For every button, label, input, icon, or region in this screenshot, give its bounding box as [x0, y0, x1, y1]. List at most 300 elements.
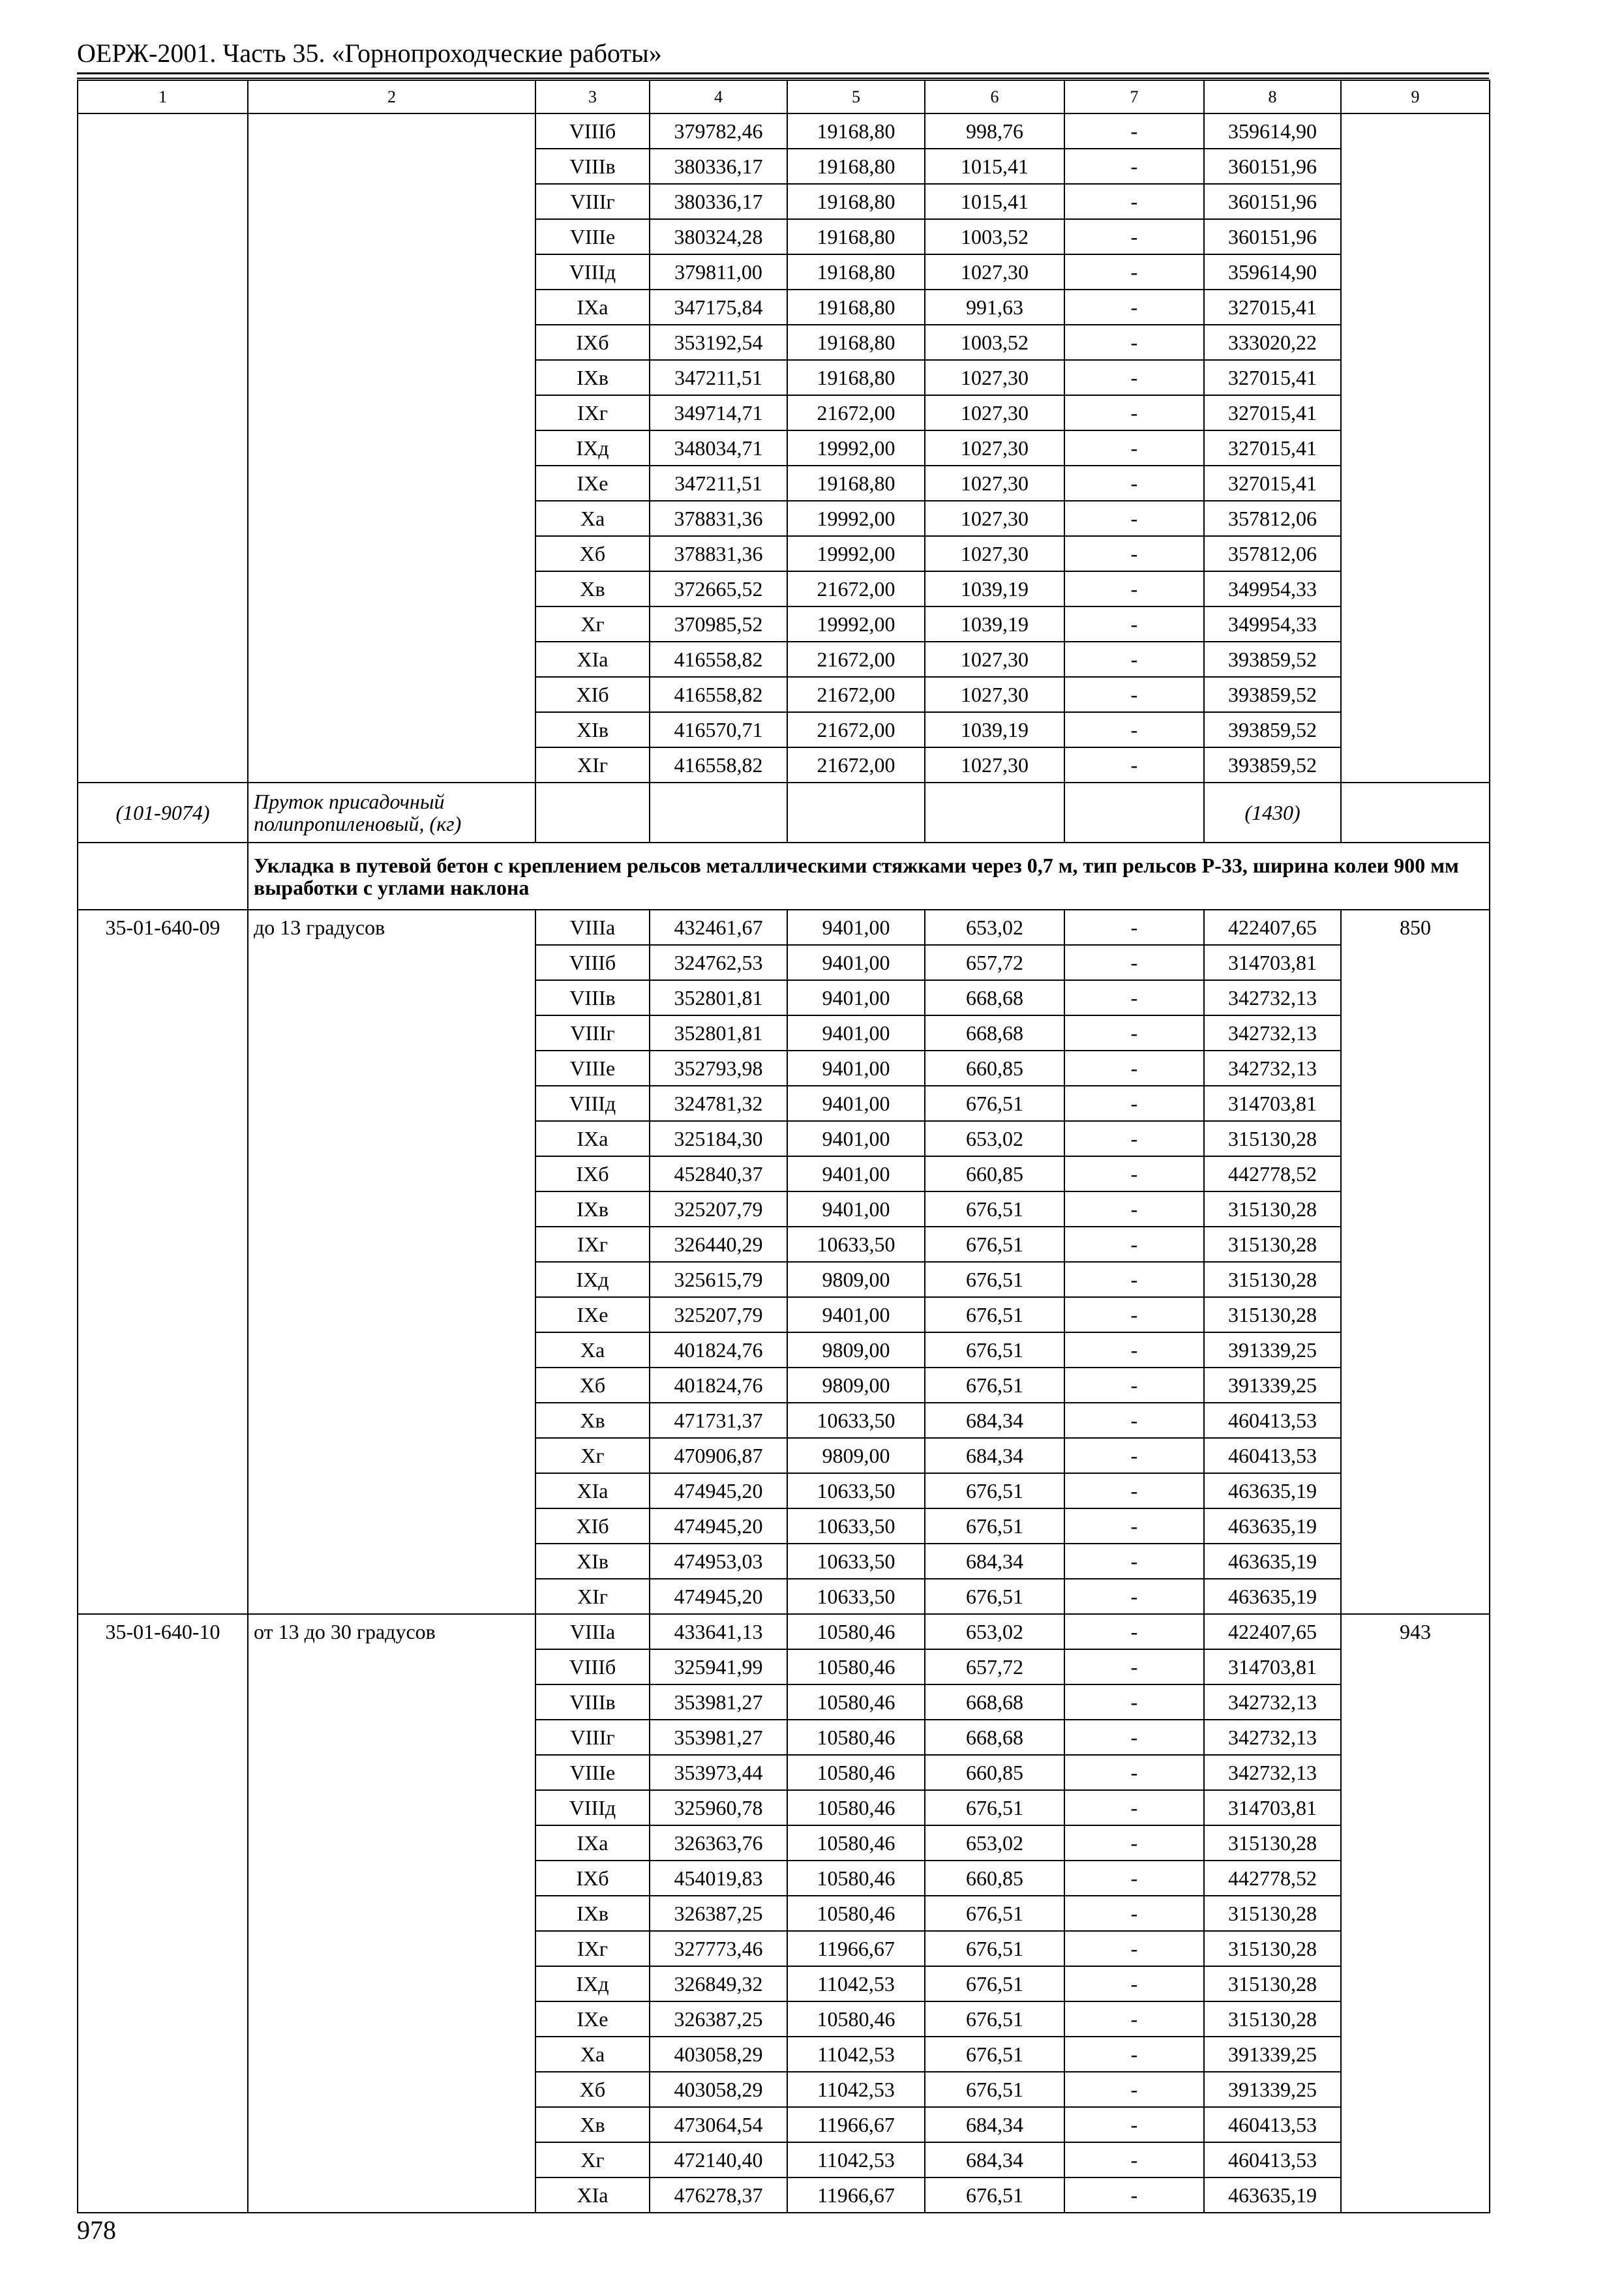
total-cost-cell: 416558,82	[650, 747, 787, 783]
machines-cell: 1027,30	[925, 360, 1064, 395]
total-cost-cell: 380336,17	[650, 149, 787, 184]
machines-cell: 653,02	[925, 1121, 1064, 1156]
materials-cell: 463635,19	[1204, 1508, 1341, 1544]
wages-cell: 10633,50	[787, 1544, 925, 1579]
drivers-wages-cell: -	[1064, 1051, 1204, 1086]
wages-cell: 10580,46	[787, 1896, 925, 1931]
wages-cell: 10633,50	[787, 1403, 925, 1438]
materials-cell: 349954,33	[1204, 571, 1341, 606]
drivers-wages-cell: -	[1064, 395, 1204, 430]
wages-cell: 10580,46	[787, 2001, 925, 2037]
materials-cell: 315130,28	[1204, 1262, 1341, 1297]
materials-cell: 359614,90	[1204, 113, 1341, 149]
total-cost-cell: 353192,54	[650, 325, 787, 360]
total-cost-cell: 326363,76	[650, 1825, 787, 1861]
table-row	[78, 1614, 1490, 1649]
total-cost-cell: 378831,36	[650, 501, 787, 536]
total-cost-cell: 347211,51	[650, 466, 787, 501]
materials-cell: 391339,25	[1204, 1332, 1341, 1368]
materials-cell: 442778,52	[1204, 1156, 1341, 1191]
machines-cell: 684,34	[925, 1403, 1064, 1438]
machines-cell: 668,68	[925, 980, 1064, 1015]
materials-cell: 391339,25	[1204, 1368, 1341, 1403]
materials-cell: 315130,28	[1204, 1191, 1341, 1227]
machines-cell: 676,51	[925, 1508, 1064, 1544]
rate-class-cell: VIIIа	[535, 1614, 650, 1649]
machines-cell: 1027,30	[925, 395, 1064, 430]
total-cost-cell: 416558,82	[650, 677, 787, 712]
wages-cell: 9809,00	[787, 1262, 925, 1297]
wages-cell: 10580,46	[787, 1861, 925, 1896]
machines-cell: 660,85	[925, 1861, 1064, 1896]
total-cost-cell: 353981,27	[650, 1720, 787, 1755]
drivers-wages-cell: -	[1064, 1368, 1204, 1403]
rate-class-cell: Xв	[535, 1403, 650, 1438]
rate-class-cell: VIIIб	[535, 1649, 650, 1684]
column-number-row	[78, 80, 1490, 113]
materials-cell: 314703,81	[1204, 1790, 1341, 1825]
rate-class-cell: IXе	[535, 1297, 650, 1332]
total-cost-cell: 470906,87	[650, 1438, 787, 1473]
machines-cell: 657,72	[925, 945, 1064, 980]
total-cost-cell: 403058,29	[650, 2037, 787, 2072]
empty-cell	[1341, 783, 1490, 843]
wages-cell: 19168,80	[787, 219, 925, 254]
machines-cell: 1039,19	[925, 712, 1064, 747]
drivers-wages-cell: -	[1064, 360, 1204, 395]
drivers-wages-cell: -	[1064, 1191, 1204, 1227]
total-cost-cell: 401824,76	[650, 1332, 787, 1368]
wages-cell: 11966,67	[787, 2177, 925, 2213]
wages-cell: 9401,00	[787, 945, 925, 980]
header-rule	[77, 72, 1489, 74]
drivers-wages-cell: -	[1064, 430, 1204, 466]
total-cost-cell: 325941,99	[650, 1649, 787, 1684]
drivers-wages-cell: -	[1064, 1720, 1204, 1755]
labor-cost-cell: 850	[1341, 910, 1490, 1614]
drivers-wages-cell: -	[1064, 2001, 1204, 2037]
materials-cell: 315130,28	[1204, 1896, 1341, 1931]
wages-cell: 9401,00	[787, 910, 925, 945]
wages-cell: 21672,00	[787, 642, 925, 677]
drivers-wages-cell: -	[1064, 677, 1204, 712]
rate-class-cell: Xб	[535, 1368, 650, 1403]
wages-cell: 19168,80	[787, 113, 925, 149]
total-cost-cell: 370985,52	[650, 606, 787, 642]
materials-cell: 342732,13	[1204, 1051, 1341, 1086]
materials-cell: 349954,33	[1204, 606, 1341, 642]
wages-cell: 10580,46	[787, 1755, 925, 1790]
rate-code-cell: 35-01-640-10	[78, 1614, 248, 2213]
empty-cell	[787, 783, 925, 843]
materials-cell: 463635,19	[1204, 2177, 1341, 2213]
machines-cell: 684,34	[925, 1438, 1064, 1473]
machines-cell: 668,68	[925, 1720, 1064, 1755]
machines-cell: 676,51	[925, 1368, 1064, 1403]
wages-cell: 10580,46	[787, 1649, 925, 1684]
rate-class-cell: Xа	[535, 1332, 650, 1368]
total-cost-cell: 325207,79	[650, 1191, 787, 1227]
machines-cell: 1039,19	[925, 571, 1064, 606]
empty-cell	[1064, 783, 1204, 843]
materials-cell: 314703,81	[1204, 945, 1341, 980]
drivers-wages-cell: -	[1064, 1649, 1204, 1684]
materials-cell: 342732,13	[1204, 1720, 1341, 1755]
total-cost-cell: 454019,83	[650, 1861, 787, 1896]
drivers-wages-cell: -	[1064, 642, 1204, 677]
machines-cell: 660,85	[925, 1051, 1064, 1086]
total-cost-cell: 403058,29	[650, 2072, 787, 2107]
drivers-wages-cell: -	[1064, 1332, 1204, 1368]
wages-cell: 9401,00	[787, 1121, 925, 1156]
machines-cell: 1039,19	[925, 606, 1064, 642]
machines-cell: 676,51	[925, 2037, 1064, 2072]
rate-class-cell: IXб	[535, 325, 650, 360]
total-cost-cell: 326387,25	[650, 2001, 787, 2037]
rate-class-cell: IXа	[535, 1825, 650, 1861]
drivers-wages-cell: -	[1064, 1825, 1204, 1861]
materials-cell: 342732,13	[1204, 1755, 1341, 1790]
materials-cell: 359614,90	[1204, 254, 1341, 290]
materials-cell: 391339,25	[1204, 2037, 1341, 2072]
total-cost-cell: 433641,13	[650, 1614, 787, 1649]
drivers-wages-cell: -	[1064, 712, 1204, 747]
rate-class-cell: IXб	[535, 1861, 650, 1896]
machines-cell: 676,51	[925, 1896, 1064, 1931]
materials-cell: 327015,41	[1204, 290, 1341, 325]
rate-class-cell: Xг	[535, 606, 650, 642]
wages-cell: 9401,00	[787, 1156, 925, 1191]
rate-class-cell: Xб	[535, 536, 650, 571]
column-number: 5	[787, 80, 925, 113]
wages-cell: 19168,80	[787, 325, 925, 360]
materials-cell: 422407,65	[1204, 910, 1341, 945]
column-number: 4	[650, 80, 787, 113]
materials-cell: 391339,25	[1204, 2072, 1341, 2107]
total-cost-cell: 401824,76	[650, 1368, 787, 1403]
wages-cell: 10633,50	[787, 1508, 925, 1544]
rate-class-cell: IXд	[535, 1966, 650, 2001]
wages-cell: 19992,00	[787, 536, 925, 571]
total-cost-cell: 380336,17	[650, 184, 787, 219]
machines-cell: 676,51	[925, 1297, 1064, 1332]
drivers-wages-cell: -	[1064, 113, 1204, 149]
machines-cell: 660,85	[925, 1755, 1064, 1790]
drivers-wages-cell: -	[1064, 1297, 1204, 1332]
wages-cell: 21672,00	[787, 712, 925, 747]
total-cost-cell: 324762,53	[650, 945, 787, 980]
rate-class-cell: VIIIб	[535, 113, 650, 149]
total-cost-cell: 352793,98	[650, 1051, 787, 1086]
machines-cell: 653,02	[925, 1825, 1064, 1861]
materials-cell: 393859,52	[1204, 747, 1341, 783]
materials-cell: 357812,06	[1204, 501, 1341, 536]
wages-cell: 11966,67	[787, 1931, 925, 1966]
drivers-wages-cell: -	[1064, 219, 1204, 254]
rate-class-cell: Xб	[535, 2072, 650, 2107]
wages-cell: 19992,00	[787, 430, 925, 466]
wages-cell: 10580,46	[787, 1614, 925, 1649]
wages-cell: 9401,00	[787, 1051, 925, 1086]
rate-class-cell: VIIIг	[535, 184, 650, 219]
drivers-wages-cell: -	[1064, 254, 1204, 290]
rate-class-cell: VIIIг	[535, 1720, 650, 1755]
machines-cell: 1027,30	[925, 466, 1064, 501]
page-header: ОЕРЖ-2001. Часть 35. «Горнопроходческие работы»	[77, 38, 662, 68]
total-cost-cell: 378831,36	[650, 536, 787, 571]
machines-cell: 676,51	[925, 1227, 1064, 1262]
rate-class-cell: VIIIг	[535, 1015, 650, 1051]
materials-cell: 315130,28	[1204, 1121, 1341, 1156]
work-name-cell: до 13 градусов	[248, 910, 535, 1614]
materials-cell: 342732,13	[1204, 1684, 1341, 1720]
empty-cell	[535, 783, 650, 843]
drivers-wages-cell: -	[1064, 1755, 1204, 1790]
drivers-wages-cell: -	[1064, 2107, 1204, 2142]
total-cost-cell: 325960,78	[650, 1790, 787, 1825]
machines-cell: 676,51	[925, 1191, 1064, 1227]
total-cost-cell: 474945,20	[650, 1473, 787, 1508]
rate-class-cell: VIIIд	[535, 1790, 650, 1825]
drivers-wages-cell: -	[1064, 2037, 1204, 2072]
rate-class-cell: VIIIд	[535, 1086, 650, 1121]
rate-class-cell: XIг	[535, 1579, 650, 1614]
machines-cell: 1027,30	[925, 642, 1064, 677]
rate-code-cell	[78, 113, 248, 783]
wages-cell: 9401,00	[787, 1297, 925, 1332]
drivers-wages-cell: -	[1064, 1790, 1204, 1825]
materials-cell: 315130,28	[1204, 1297, 1341, 1332]
column-number: 2	[248, 80, 535, 113]
machines-cell: 676,51	[925, 2177, 1064, 2213]
machines-cell: 668,68	[925, 1684, 1064, 1720]
empty-cell	[925, 783, 1064, 843]
drivers-wages-cell: -	[1064, 1861, 1204, 1896]
rate-class-cell: VIIIд	[535, 254, 650, 290]
rate-class-cell: XIв	[535, 1544, 650, 1579]
total-cost-cell: 379782,46	[650, 113, 787, 149]
materials-cell: 393859,52	[1204, 642, 1341, 677]
wages-cell: 10580,46	[787, 1825, 925, 1861]
rate-class-cell: XIа	[535, 642, 650, 677]
column-number: 8	[1204, 80, 1341, 113]
rate-class-cell: IXг	[535, 395, 650, 430]
wages-cell: 19168,80	[787, 184, 925, 219]
total-cost-cell: 352801,81	[650, 1015, 787, 1051]
column-number: 7	[1064, 80, 1204, 113]
materials-cell: 460413,53	[1204, 2142, 1341, 2177]
rate-class-cell: XIб	[535, 1508, 650, 1544]
header-rule-thin	[77, 78, 1489, 79]
materials-cell: 327015,41	[1204, 395, 1341, 430]
machines-cell: 676,51	[925, 1966, 1064, 2001]
wages-cell: 9401,00	[787, 1191, 925, 1227]
page-number: 978	[77, 2215, 116, 2245]
drivers-wages-cell: -	[1064, 606, 1204, 642]
machines-cell: 1027,30	[925, 747, 1064, 783]
wages-cell: 21672,00	[787, 395, 925, 430]
rate-class-cell: XIб	[535, 677, 650, 712]
machines-cell: 1027,30	[925, 501, 1064, 536]
wages-cell: 19168,80	[787, 360, 925, 395]
material-note-row	[78, 783, 1490, 843]
machines-cell: 1027,30	[925, 536, 1064, 571]
drivers-wages-cell: -	[1064, 1262, 1204, 1297]
rate-class-cell: VIIIа	[535, 910, 650, 945]
table-row	[78, 910, 1490, 945]
drivers-wages-cell: -	[1064, 1156, 1204, 1191]
drivers-wages-cell: -	[1064, 290, 1204, 325]
machines-cell: 1003,52	[925, 219, 1064, 254]
drivers-wages-cell: -	[1064, 501, 1204, 536]
total-cost-cell: 379811,00	[650, 254, 787, 290]
rate-class-cell: VIIIв	[535, 980, 650, 1015]
materials-cell: 357812,06	[1204, 536, 1341, 571]
drivers-wages-cell: -	[1064, 1684, 1204, 1720]
rate-class-cell: IXв	[535, 1191, 650, 1227]
total-cost-cell: 353973,44	[650, 1755, 787, 1790]
total-cost-cell: 325184,30	[650, 1121, 787, 1156]
column-number: 9	[1341, 80, 1490, 113]
materials-cell: 315130,28	[1204, 1966, 1341, 2001]
work-name-cell: от 13 до 30 градусов	[248, 1614, 535, 2213]
wages-cell: 9809,00	[787, 1332, 925, 1368]
rate-class-cell: Xв	[535, 571, 650, 606]
total-cost-cell: 326849,32	[650, 1966, 787, 2001]
materials-cell: 460413,53	[1204, 1438, 1341, 1473]
drivers-wages-cell: -	[1064, 910, 1204, 945]
machines-cell: 1027,30	[925, 430, 1064, 466]
wages-cell: 19168,80	[787, 149, 925, 184]
wages-cell: 9809,00	[787, 1368, 925, 1403]
wages-cell: 9401,00	[787, 1015, 925, 1051]
total-cost-cell: 416570,71	[650, 712, 787, 747]
drivers-wages-cell: -	[1064, 945, 1204, 980]
table-row	[78, 113, 1490, 149]
column-number: 6	[925, 80, 1064, 113]
materials-cell: 422407,65	[1204, 1614, 1341, 1649]
machines-cell: 684,34	[925, 2107, 1064, 2142]
drivers-wages-cell: -	[1064, 980, 1204, 1015]
materials-cell: 315130,28	[1204, 1825, 1341, 1861]
wages-cell: 10580,46	[787, 1790, 925, 1825]
drivers-wages-cell: -	[1064, 325, 1204, 360]
rate-class-cell: IXв	[535, 1896, 650, 1931]
rate-class-cell: VIIIв	[535, 149, 650, 184]
table-body	[78, 80, 1490, 2213]
machines-cell: 991,63	[925, 290, 1064, 325]
machines-cell: 1015,41	[925, 184, 1064, 219]
drivers-wages-cell: -	[1064, 1579, 1204, 1614]
wages-cell: 19992,00	[787, 606, 925, 642]
drivers-wages-cell: -	[1064, 2177, 1204, 2213]
wages-cell: 11042,53	[787, 2072, 925, 2107]
materials-cell: 327015,41	[1204, 466, 1341, 501]
wages-cell: 9401,00	[787, 980, 925, 1015]
machines-cell: 684,34	[925, 2142, 1064, 2177]
wages-cell: 10633,50	[787, 1227, 925, 1262]
materials-cell: 327015,41	[1204, 430, 1341, 466]
wages-cell: 21672,00	[787, 677, 925, 712]
total-cost-cell: 326387,25	[650, 1896, 787, 1931]
rate-class-cell: VIIIв	[535, 1684, 650, 1720]
column-number: 1	[78, 80, 248, 113]
total-cost-cell: 380324,28	[650, 219, 787, 254]
drivers-wages-cell: -	[1064, 466, 1204, 501]
materials-cell: 315130,28	[1204, 1227, 1341, 1262]
drivers-wages-cell: -	[1064, 1227, 1204, 1262]
total-cost-cell: 347175,84	[650, 290, 787, 325]
drivers-wages-cell: -	[1064, 1121, 1204, 1156]
materials-cell: 463635,19	[1204, 1579, 1341, 1614]
machines-cell: 1027,30	[925, 677, 1064, 712]
drivers-wages-cell: -	[1064, 1508, 1204, 1544]
wages-cell: 19992,00	[787, 501, 925, 536]
materials-cell: 314703,81	[1204, 1649, 1341, 1684]
rate-class-cell: Xв	[535, 2107, 650, 2142]
rate-code-cell: 35-01-640-09	[78, 910, 248, 1614]
machines-cell: 1027,30	[925, 254, 1064, 290]
materials-cell: 393859,52	[1204, 712, 1341, 747]
machines-cell: 676,51	[925, 1931, 1064, 1966]
wages-cell: 19168,80	[787, 290, 925, 325]
rate-class-cell: IXе	[535, 466, 650, 501]
wages-cell: 19168,80	[787, 466, 925, 501]
section-title: Укладка в путевой бетон с креплением рельсов металлическими стяжками через 0,7 м, тип рельсов Р-33, ширина колеи 900 мм выработки с углами наклона	[248, 843, 1490, 910]
wages-cell: 21672,00	[787, 571, 925, 606]
total-cost-cell: 472140,40	[650, 2142, 787, 2177]
total-cost-cell: 474945,20	[650, 1508, 787, 1544]
rate-class-cell: VIIIе	[535, 219, 650, 254]
drivers-wages-cell: -	[1064, 1544, 1204, 1579]
drivers-wages-cell: -	[1064, 1015, 1204, 1051]
drivers-wages-cell: -	[1064, 1438, 1204, 1473]
machines-cell: 668,68	[925, 1015, 1064, 1051]
materials-cell: 442778,52	[1204, 1861, 1341, 1896]
total-cost-cell: 432461,67	[650, 910, 787, 945]
drivers-wages-cell: -	[1064, 2142, 1204, 2177]
materials-cell: 463635,19	[1204, 1473, 1341, 1508]
total-cost-cell: 471731,37	[650, 1403, 787, 1438]
total-cost-cell: 325615,79	[650, 1262, 787, 1297]
material-name-cell: Пруток присадочный полипропиленовый, (кг)	[248, 783, 535, 843]
empty-cell	[650, 783, 787, 843]
drivers-wages-cell: -	[1064, 1966, 1204, 2001]
machines-cell: 676,51	[925, 1262, 1064, 1297]
machines-cell: 1003,52	[925, 325, 1064, 360]
drivers-wages-cell: -	[1064, 1086, 1204, 1121]
total-cost-cell: 327773,46	[650, 1931, 787, 1966]
machines-cell: 998,76	[925, 113, 1064, 149]
column-number: 3	[535, 80, 650, 113]
materials-cell: 327015,41	[1204, 360, 1341, 395]
total-cost-cell: 474953,03	[650, 1544, 787, 1579]
total-cost-cell: 372665,52	[650, 571, 787, 606]
rate-class-cell: IXг	[535, 1227, 650, 1262]
rates-table	[77, 80, 1490, 2213]
rate-class-cell: XIв	[535, 712, 650, 747]
materials-cell: 360151,96	[1204, 184, 1341, 219]
total-cost-cell: 326440,29	[650, 1227, 787, 1262]
materials-cell: 315130,28	[1204, 1931, 1341, 1966]
rate-class-cell: IXе	[535, 2001, 650, 2037]
machines-cell: 660,85	[925, 1156, 1064, 1191]
rate-class-cell: IXд	[535, 1262, 650, 1297]
machines-cell: 676,51	[925, 1579, 1064, 1614]
total-cost-cell: 476278,37	[650, 2177, 787, 2213]
machines-cell: 684,34	[925, 1544, 1064, 1579]
rate-class-cell: IXб	[535, 1156, 650, 1191]
